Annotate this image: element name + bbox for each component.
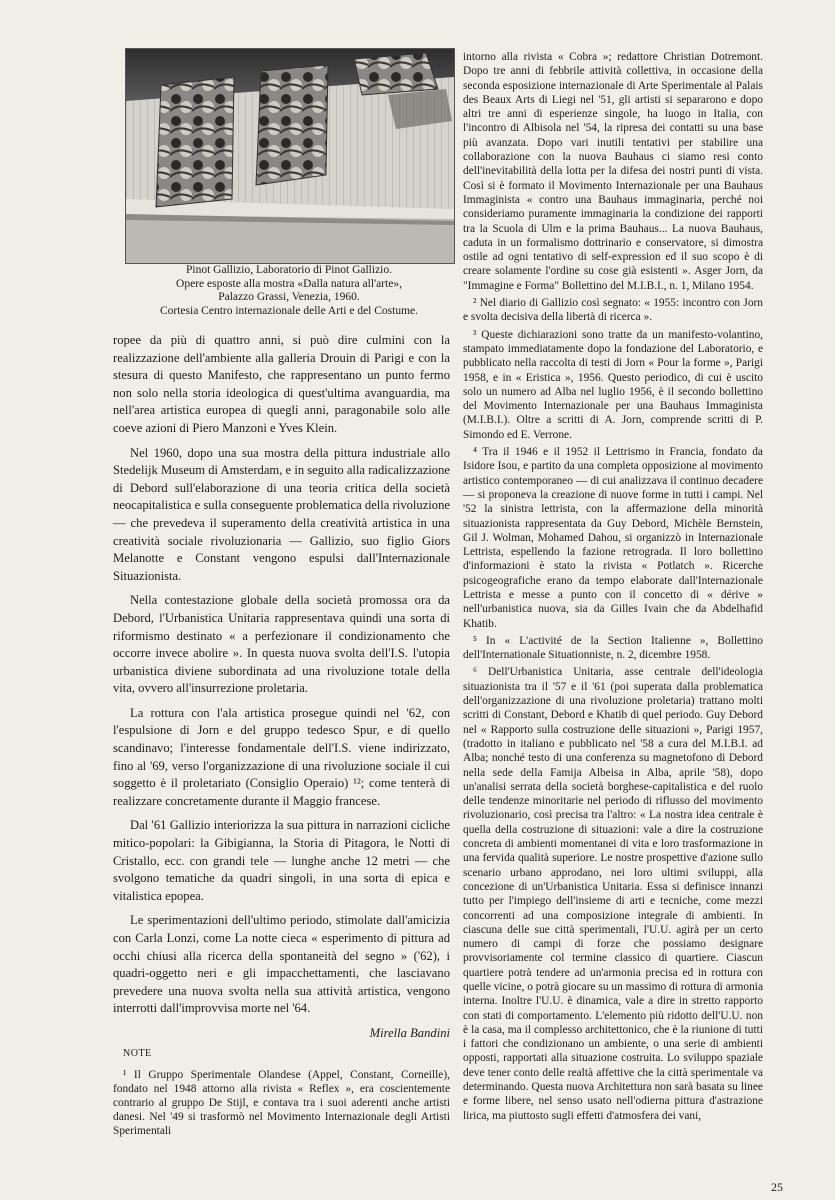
body-paragraph: Dal '61 Gallizio interiorizza la sua pittura in narrazioni cicliche mitico-popolari: la Gibigianna, la Storia di Pitagora, le Notti di Cristallo, ecc. con grandi tele — lunghe anche 12 metri — che svolgono tematiche da quadri singoli, in una sorta di epica e vitalistica epopea. [113,818,450,903]
caption-line: Cortesia Centro internazionale delle Arti e del Costume. [159,304,419,317]
left-column [113,332,450,1138]
footnote: intorno alla rivista « Cobra »; redattore Christian Dotremont. Dopo tre anni di febbrile attività collettiva, in occasione della seconda esposizione internazionale di Arte Sperimentale al Palais des Beaux Arts di Liegi nel '51, gli artisti si separarono e dopo altri tre anni di esperienze singole, ha luogo in Italia, con l'incontro di Albisola nel '54, la ripresa dei contatti su una base più avanzata. Dopo vari inutili tentativi per stabilire una collaborazione con la nuova Bauhaus ci siamo resi conto dell'inevitabilità della lotta per la difesa dei nostri punti di vista. Così si è formato il Movimento Internazionale per una Bauhaus Immaginista « contro una Bauhaus immaginaria, perché noi consideriamo puramente immaginaria la condizione dei rapporti tra la Scuola di Ulm e la prima Bauhaus... La nuova Bauhaus, caduta in un formalismo dottrinario e conservatore, si dimostra ostile ad ogni tentativo di self-expression ed il suo scopo è di creare solamente l'ordine su cose già esistenti ». Asger Jorn, da "Immagine e Forma" Bollettino del M.I.B.I., n. 1, Milano 1954. [463,51,763,292]
footnote: ⁶ Dell'Urbanistica Unitaria, asse centrale dell'ideologia situazionista tra il '57 e il '61 (poi superata dalla problematica dell'organizzazione di una rivoluzione proletaria) trattano molti scritti di Constant, Debord e Khatib di quel periodo. Guy Debord nel « Rapporto sulla costruzione delle situazioni », Parigi 1957, (tradotto in italiano e pubblicato nel '58 a cura del M.I.B.I. ad Alba; nonché testo di una conferenza su magnetofono di Debord nella sede della Famija Albeisa in Alba, aprile '58), dopo un'analisi serrata della società borghese-capitalistica e del ruolo delle tendenze minoritarie nel periodo di riflusso del movimento rivoluzionario, così precisa tra l'altro: « La nostra idea centrale è quella della costruzione di situazioni: vale a dire la costruzione concreta di ambienti momentanei di vita e loro trasformazione in una fervida qualità superiore. Le nostre prospettive d'azione sullo scenario urbano approdano, nei loro ultimi sviluppi, alla concezione di un'Urbanistica Unitaria. Essa si definisce innanzi tutto per l'impiego dell'insieme di arti e tecniche, come mezzi concorrenti ad una composizione integrale di ambienti. In ciascuna delle sue città sperimentali, l'U.U. agirà per un certo numero di campi di forze che possiamo designare provvisoriamente col termine classico di quartiere. Ciascun quartiere potrà tendere ad un'armonia precisa ed in rottura con quelle vicine, o potrà giocare su un massimo di rottura di armonia interna. Inoltre l'U.U. è dinamica, vale a dire in stretto rapporto con stati di comportamento. L'elemento più ridotto dell'U.U. non è la casa, ma il complesso architettonico, che è la riunione di tutti i fattori che condizionano un ambiente, o una serie di ambienti opposti, rapportati alla situazione costruita. Lo sviluppo spaziale deve tener conto delle realtà affettive che la città sperimentale va determinando. Questa nuova Architettura non sarà basata su linee e forme libere, nel senso usato nell'odierna pittura d'astrazione lirica, ma piuttosto sugli effetti d'atmosfera dei vani, [463,666,763,1122]
body-paragraph: Le sperimentazioni dell'ultimo periodo, stimolate dall'amicizia con Carla Lonzi, come La notte cieca « esperimento di pittura ad occhi chiusi alla ricerca della spontaneità del segno » ('62), i quadri-oggetto neri e gli impacchettamenti, che lasciavano prevedere una nuova svolta nella sua attività artistica, vengono interrotti dall'improvvisa morte nel '64. [113,913,450,1016]
notes-heading: NOTE [123,1047,152,1059]
caption-line: Opere esposte alla mostra «Dalla natura all'arte», [176,277,402,290]
right-column [463,50,763,1123]
body-paragraph: La rottura con l'ala artistica prosegue quindi nel '62, con l'espulsione di Jorn e del gruppo tedesco Spur, e di quello scandinavo; l'interesse fondamentale dell'I.S. viene indirizzato, fino al '69, verso l'organizzazione di una rivoluzione sociale il cui soggetto è il proletariato (Consiglio Operaio) ¹²; come tenterà di realizzare concretamente durante il Maggio francese. [113,705,450,808]
footnote: ⁴ Tra il 1946 e il 1952 il Lettrismo in Francia, fondato da Isidore Isou, e partito da una completa opposizione al movimento artistico contemporaneo — di cui analizzava il continuo decadere — si proponeva la creazione di nuove forme in tutti i campi. Nel '52 la sinistra lettrista, con la affermazione della minorità situazionista rappresentata da Guy Debord, Michèle Bernstein, Gil J. Wolman, Mohamed Dahou, si organizzò in Internazionale Lettrista, espellendo la fazione retrograda. Il loro bollettino d'informazioni è stato la rivista « Potlatch ». Ricerche psicogeografiche erano da tempo elaborate dall'Internazionale Lettrista e messe a punto con il concetto di « dérive » nell'urbanistica nuova, sia da Gilles Ivain che da Abdelhafid Khatib. [463,446,763,630]
footnote: ³ Queste dichiarazioni sono tratte da un manifesto-volantino, stampato immediatamente dopo la fondazione del Laboratorio, e pubblicato nella raccolta di testi di Jorn « Pour la forme », Parigi 1958, e in « Eristica », 1956. Questo periodico, di cui è uscito solo un numero ad Alba nel luglio 1956, è il secondo bollettino del Movimento Internazionale per una Bauhaus Immaginista (M.I.B.I.). Oltre a scritti di A. Jorn, comprende scritti di P. Simondo ed E. Verrone. [463,328,763,441]
body-paragraph: Nel 1960, dopo una sua mostra della pittura industriale allo Stedelijk Museum di Amsterdam, e in seguito alla radicalizzazione di Debord sull'elaborazione di una teoria critica della società neocapitalistica e sulla conseguente problematica della rivoluzione — che prevedeva il superamento della creatività artistica in una creatività sociale rivoluzionaria — Gallizio, suo figlio Giors Melanotte e Constant vengono espulsi dall'Internazionale Situazionista. [113,445,450,583]
notes-block [113,1047,450,1139]
exhibition-photo [125,48,455,264]
caption-line: Pinot Gallizio, Laboratorio di Pinot Gallizio. [185,264,392,276]
footnote: ² Nel diario di Gallizio così segnato: « 1955: incontro con Jorn e svolta decisiva della libertà di ricerca ». [463,297,763,324]
footnote: ¹ Il Gruppo Sperimentale Olandese (Appel, Constant, Corneille), fondato nel 1948 attorno alla rivista « Reflex », era coscientemente contrario al gruppo De Stijl, e contava tra i suoi aderenti anche artisti danesi. Nel '49 si trasformò nel Movimento Internazionale degli Artisti Sperimentali [113,1068,450,1138]
figure-caption [125,264,453,318]
caption-line: Palazzo Grassi, Venezia, 1960. [218,291,360,304]
body-paragraph: ropee da più di quattro anni, si può dire culmini con la realizzazione dell'ambiente alla galleria Drouin di Parigi e con la stesura di questo Manifesto, che rappresentano un punto fermo non solo nella storia ideologica di quest'ultima avanguardia, ma nell'area artistica europea di quegli anni, paragonabile solo alle coeve azioni di Piero Manzoni e Yves Klein. [113,333,450,435]
footnote: ⁵ In « L'activité de la Section Italienne », Bollettino dell'Internationale Situationniste, n. 2, dicembre 1958. [463,634,763,662]
page-number: 25 [771,1180,783,1194]
author-signature: Mirella Bandini [369,1025,450,1040]
body-paragraph: Nella contestazione globale della società promossa ora da Debord, l'Urbanistica Unitaria rappresentava quindi una sorta di riformismo destinato « a perfezionare il condizionamento che occorre invece abolire ». In questa nuova svolta dell'I.S. l'utopia urbanistica diviene subordinata ad una rivoluzione totale della vita, ovvero all'insurrezione proletaria. [113,593,450,696]
photo-illustration [126,49,454,263]
